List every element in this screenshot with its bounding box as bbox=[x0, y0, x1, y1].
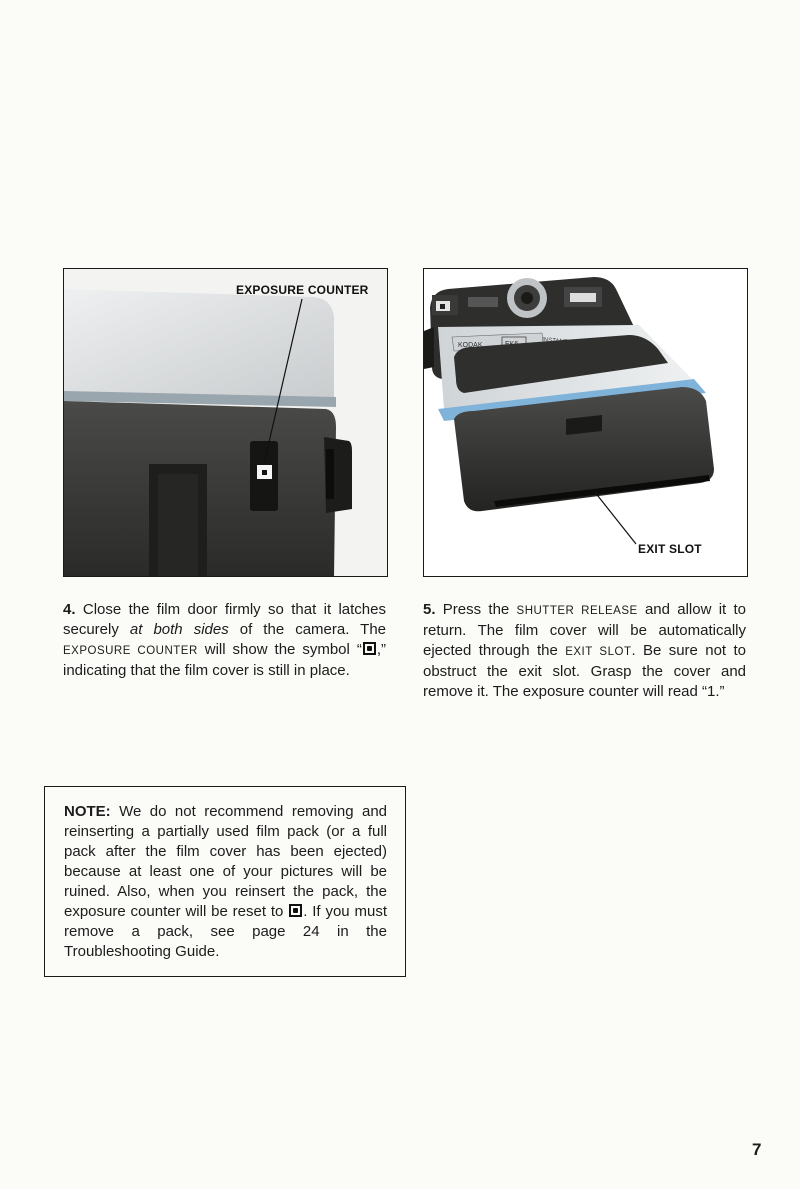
exposure-counter-term: EXPOSURE COUNTER bbox=[63, 645, 198, 657]
note-text-a: We do not recommend removing and reinserting a partially used film pack (or a full pack after the film cover has been ejected) because at least one of your pictures will be ruined. Also, when you reinsert the pack, the exposure counter will be reset to bbox=[64, 803, 387, 920]
exposure-counter-label: EXPOSURE COUNTER bbox=[236, 283, 369, 297]
note-text-b: . If you must remove a pack, see page 24 in the Troubleshooting Guide. bbox=[64, 903, 387, 960]
step-4-text-a: Close the film door firmly so that it latches securely bbox=[63, 601, 386, 638]
camera-side-illustration bbox=[64, 269, 388, 577]
camera-front-illustration bbox=[424, 269, 748, 577]
exit-slot-label: EXIT SLOT bbox=[638, 542, 702, 556]
step-5-text-c: . Be sure not to obstruct the exit slot. Grasp the cover and remove it. The exposure counter will read “1.” bbox=[423, 642, 746, 700]
step-4-text-c: will show the symbol “ bbox=[197, 641, 362, 658]
note-label: NOTE: bbox=[64, 803, 111, 820]
exit-slot-photo bbox=[423, 268, 748, 577]
exit-slot-term: EXIT SLOT bbox=[565, 646, 632, 658]
step-4-emphasis: at both sides bbox=[129, 621, 229, 638]
page-number: 7 bbox=[752, 1140, 762, 1159]
square-with-dot-icon bbox=[363, 642, 376, 655]
step-4-paragraph bbox=[63, 600, 386, 681]
exposure-counter-photo bbox=[63, 268, 388, 577]
camera-brand-text: KODAK bbox=[458, 342, 483, 349]
step-5-number: 5. bbox=[423, 601, 436, 618]
step-5-text-b: and allow it to return. The film cover will be automatically ejected through the bbox=[423, 601, 746, 659]
note-box bbox=[44, 786, 406, 977]
shutter-release-term: SHUTTER RELEASE bbox=[516, 605, 638, 617]
step-5-text-a: Press the bbox=[435, 601, 517, 618]
step-5-paragraph bbox=[423, 600, 746, 702]
step-4-number: 4. bbox=[63, 601, 76, 618]
step-4-text-d: ,” indicating that the film cover is still in place. bbox=[63, 641, 386, 679]
step-4-text-b: of the camera. The bbox=[228, 621, 387, 638]
square-with-dot-icon bbox=[289, 904, 302, 917]
